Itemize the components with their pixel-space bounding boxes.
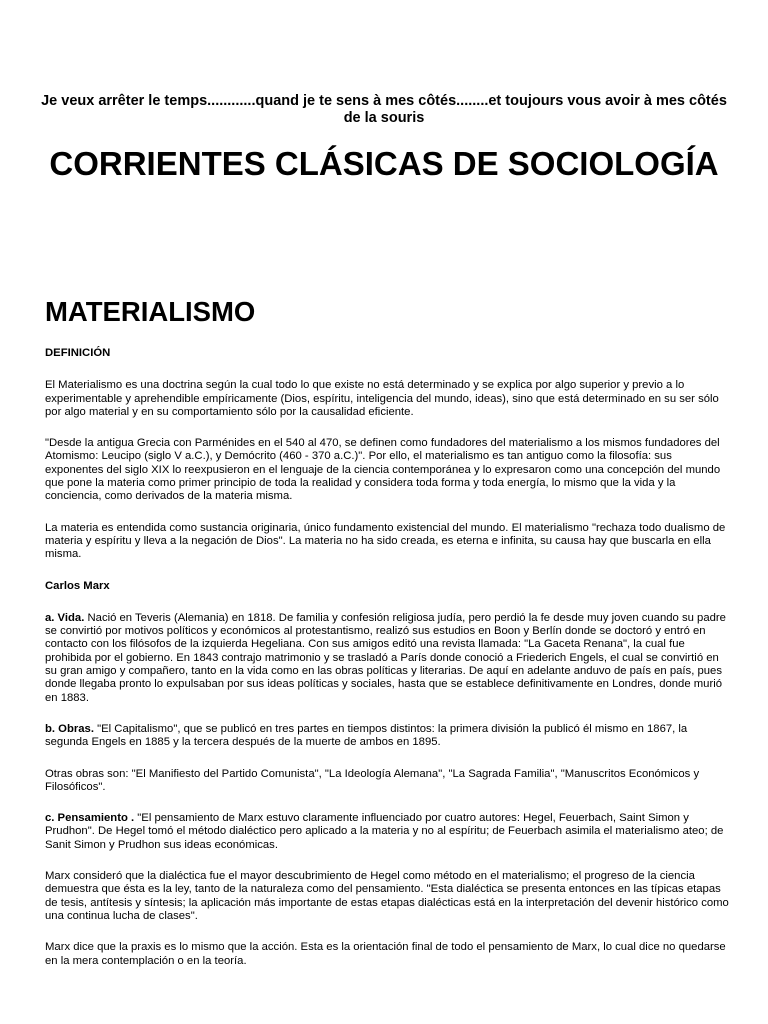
vida-lead: a. Vida. xyxy=(45,611,85,624)
dedication-line: Je veux arrêter le temps............quand je te sens à mes côtés........et toujours vous avoir à mes côtés de la souris xyxy=(41,93,727,126)
section-heading: MATERIALISMO xyxy=(45,296,256,327)
paragraph-praxis: Marx dice que la praxis es lo mismo que la acción. Esta es la orientación final de todo el pensamiento de Marx, lo cual dice no quedarse en la mera contemplación o en la teoría. xyxy=(45,941,726,967)
obras-text: "El Capitalismo", que se publicó en tres partes en tiempos distintos: la primera división la publicó él mismo en 1867, la segunda Engels en 1885 y la tercera después de la muerte de ambos en 1895. xyxy=(45,722,688,749)
definition-heading: DEFINICIÓN xyxy=(45,347,111,359)
paragraph-definition: El Materialismo es una doctrina según la cual todo lo que existe no está determinado y se explica por algo superior y previo a lo experimentable y aprehendible empíricamente (Dios, espíritu, inteligencia del mundo, ideas), sino que está determinado en su ser sólo por algo material y en su comportamiento sólo por la causalidad eficiente. xyxy=(45,379,719,418)
paragraph-obras xyxy=(45,723,731,750)
body-text xyxy=(45,347,731,986)
page-title: CORRIENTES CLÁSICAS DE SOCIOLOGÍA xyxy=(49,145,719,182)
obras-lead: b. Obras. xyxy=(45,722,94,735)
pensamiento-lead: c. Pensamiento . xyxy=(45,812,135,825)
paragraph-matter: La materia es entendida como sustancia originaria, único fundamento existencial del mundo. El materialismo "rechaza todo dualismo de materia y espíritu y lleva a la negación de Dios". La materia no ha sido creada, es eterna e infinita, su causa hay que buscarla en ella misma. xyxy=(45,521,726,561)
paragraph-pensamiento xyxy=(45,812,731,852)
paragraph-dialectica: Marx consideró que la dialéctica fue el mayor descubrimiento de Hegel como método en el materialismo; el progreso de la ciencia demuestra que ésta es la ley, tanto de la naturaleza como del pensamiento. "Esta dialéctica se presenta entonces en las típicas etapas de tesis, antítesis y síntesis; la aplicación más importante de estas etapas dialécticas está en la interpretación del devenir histórico como una continua lucha de clases". xyxy=(45,870,729,922)
paragraph-history: "Desde la antigua Grecia con Parménides en el 540 al 470, se definen como fundadores del materialismo a los mismos fundadores del Atomismo: Leucipo (siglo V a.C.), y Demócrito (460 - 370 a.C.)". Por ello, el materialismo es tan antiguo como la filosofía: sus exponentes del siglo XIX lo reexpusieron en el lenguaje de la ciencia contemporánea y lo expresaron como una concepción del mundo que pone la materia como primer principio de toda la realidad y considera toda forma y toda energía, lo mismo que la vida y la conciencia, como derivados de la materia misma. xyxy=(45,437,721,503)
vida-text: Nació en Teveris (Alemania) en 1818. De familia y confesión religiosa judía, pero perdió la fe desde muy joven cuando su padre se convirtió por motivos políticos y económicos al protestantismo, realizó sus estudios en Boon y Berlín donde se doctoró y entró en contacto con los filósofos de la izquierda Hegeliana. Con sus amigos editó una revista llamada: "La Gaceta Renana", la cual fue prohibida por el gobierno. En 1843 contrajo matrimonio y se trasladó a París donde conoció a Friederich Engels, el cual se convirtió en su gran amigo y compañero, tanto en la vida como en las obras políticas y literarias. De aquí en adelante anduvo de país en país, pues donde llegaba pronto lo expulsaban por sus ideas políticas y sociales, hasta que se establece definitivamente en Londres, donde murió en 1883. xyxy=(45,611,726,704)
paragraph-otras-obras: Otras obras son: "El Manifiesto del Partido Comunista", "La Ideología Alemana", "La Sagrada Familia", "Manuscritos Económicos y Filosóficos". xyxy=(45,767,700,793)
marx-heading: Carlos Marx xyxy=(45,579,110,592)
paragraph-vida xyxy=(45,612,731,705)
pensamiento-text: "El pensamiento de Marx estuvo claramente influenciado por cuatro autores: Hegel, Feuerbach, Saint Simon y Prudhon". De Hegel tomó el método dialéctico pero aplicado a la materia y no al espíritu; de Feuerbach asimila el materialismo ateo; de Sanit Simon y Prudhon sus ideas económicas. xyxy=(45,812,724,851)
